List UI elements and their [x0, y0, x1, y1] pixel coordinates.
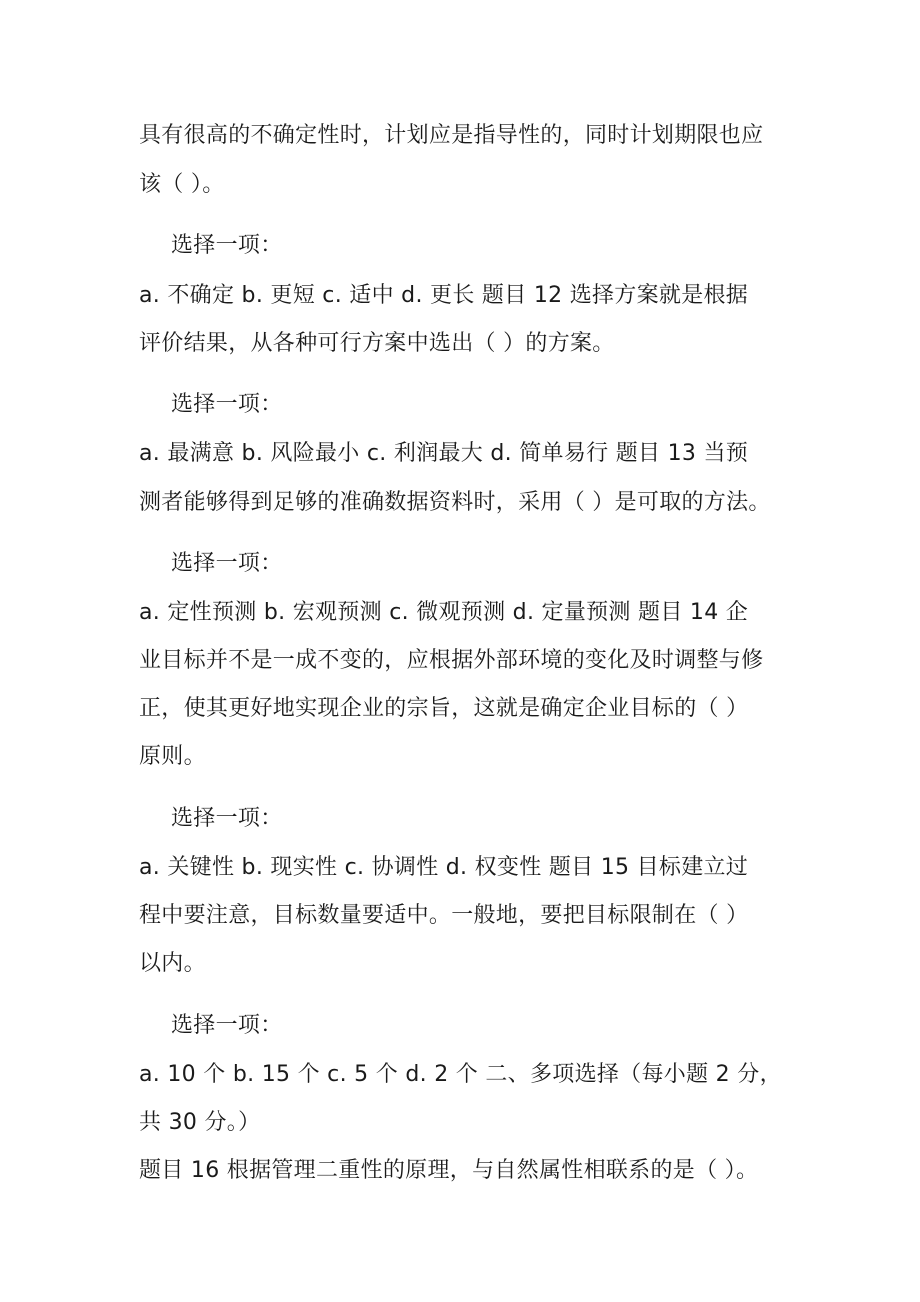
- text-line: 业目标并不是一成不变的，应根据外部环境的变化及时调整与修: [139, 648, 764, 673]
- options-line: a. 最满意 b. 风险最小 c. 利润最大 d. 简单易行 题目 13 当预: [139, 441, 749, 466]
- text-line: 测者能够得到足够的准确数据资料时，采用（ ）是可取的方法。: [139, 490, 771, 515]
- question-line: 题目 16 根据管理二重性的原理，与自然属性相联系的是（ ）。: [139, 1158, 759, 1183]
- text-line: 该（ ）。: [139, 172, 225, 197]
- text-line: 评价结果，从各种可行方案中选出（ ）的方案。: [139, 331, 615, 356]
- choose-one-prompt: 选择一项：: [171, 551, 283, 576]
- options-line: a. 不确定 b. 更短 c. 适中 d. 更长 题目 12 选择方案就是根据: [139, 283, 749, 308]
- choose-one-prompt: 选择一项：: [171, 233, 283, 258]
- text-line: 程中要注意，目标数量要适中。一般地，要把目标限制在（ ）: [139, 903, 749, 928]
- options-line: a. 定性预测 b. 宏观预测 c. 微观预测 d. 定量预测 题目 14 企: [139, 600, 749, 625]
- text-line: 具有很高的不确定性时，计划应是指导性的，同时计划期限也应: [139, 123, 764, 148]
- text-line: 以内。: [139, 951, 206, 976]
- choose-one-prompt: 选择一项：: [171, 806, 283, 831]
- options-line: a. 10 个 b. 15 个 c. 5 个 d. 2 个 二、多项选择（每小题 2 分，: [139, 1062, 782, 1087]
- options-line: a. 关键性 b. 现实性 c. 协调性 d. 权变性 题目 15 目标建立过: [139, 855, 749, 880]
- text-line: 原则。: [139, 744, 206, 769]
- choose-one-prompt: 选择一项：: [171, 392, 283, 417]
- text-line: 共 30 分。）: [139, 1110, 261, 1135]
- choose-one-prompt: 选择一项：: [171, 1013, 283, 1038]
- text-line: 正，使其更好地实现企业的宗旨，这就是确定企业目标的（ ）: [139, 696, 749, 721]
